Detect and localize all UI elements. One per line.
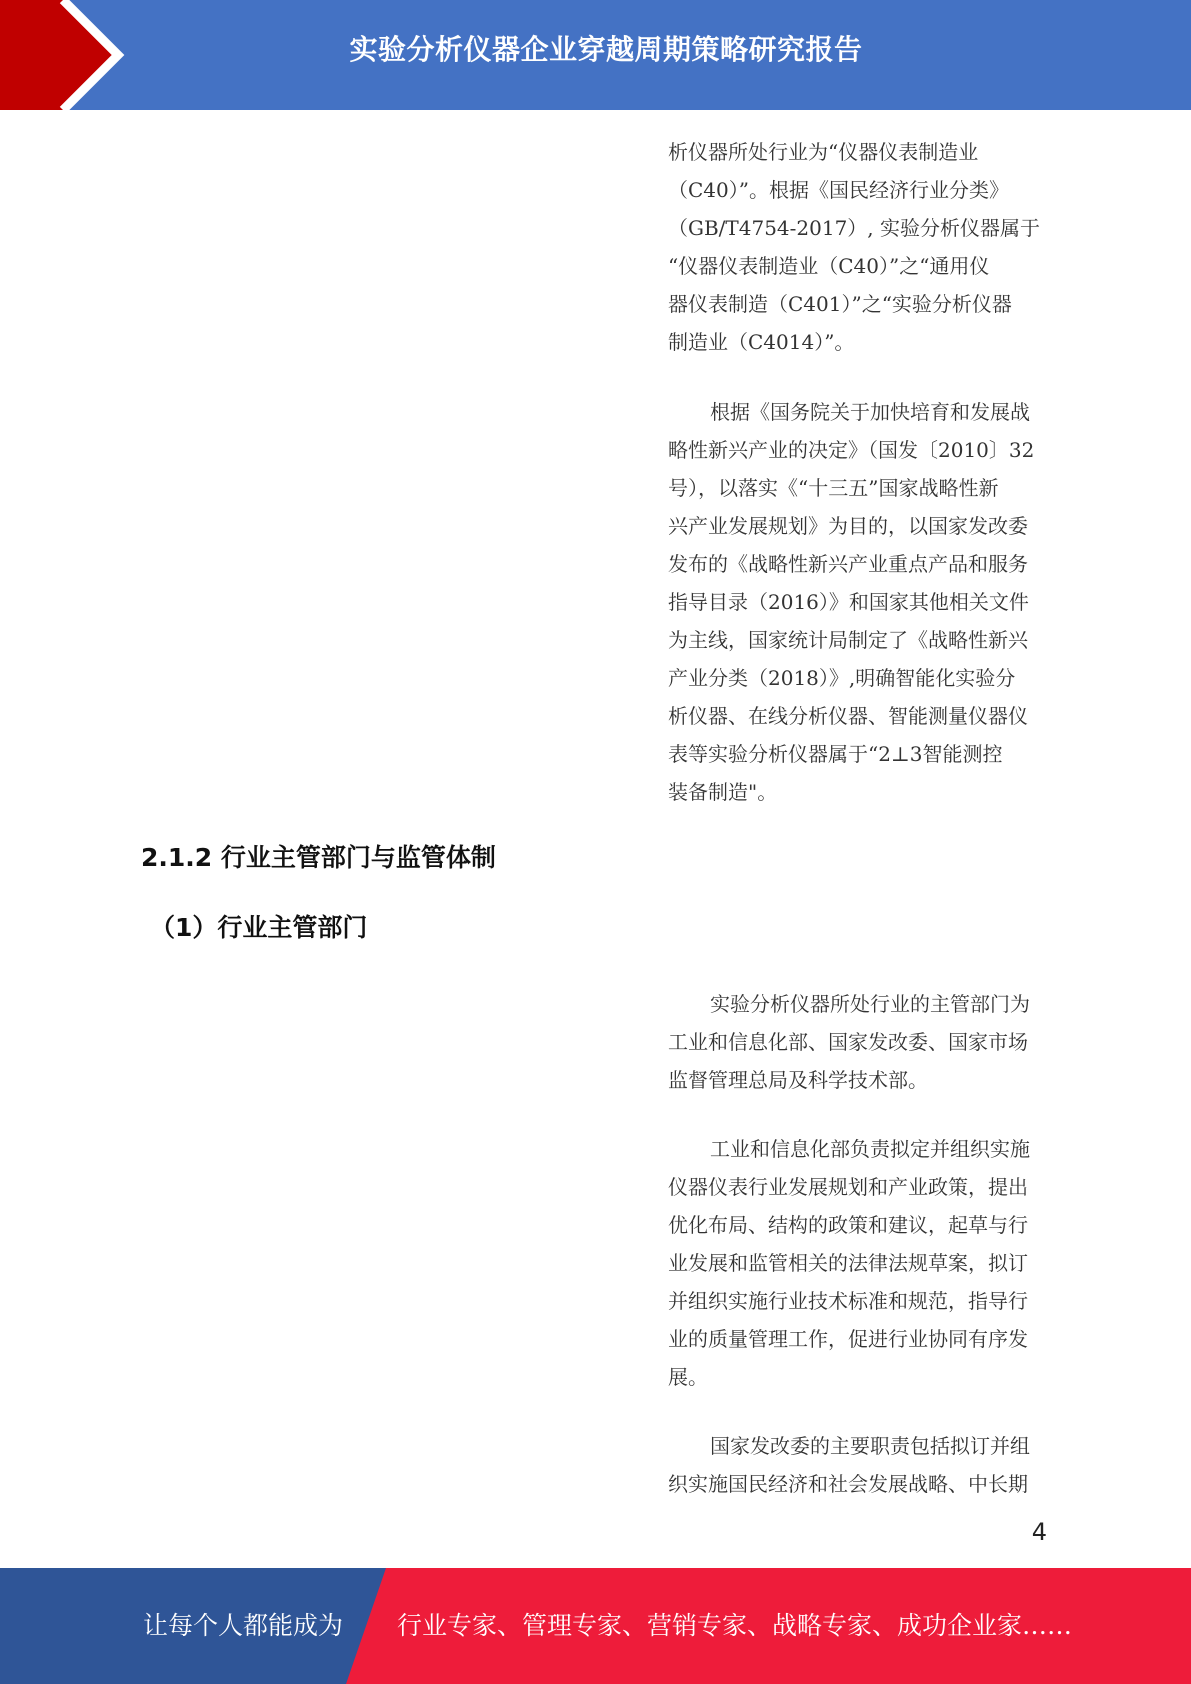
page-header <box>0 0 1191 110</box>
paragraph-authorities: 实验分析仪器所处行业的主管部门为 工业和信息化部、国家发改委、国家市场 监督管理总局及科学技术部。 <box>668 992 1030 1092</box>
page-number: 4 <box>1031 1518 1047 1546</box>
paragraph-industry-classification: 析仪器所处行业为“仪器仪表制造业 （C40）”。根据《国民经济行业分类》 （GB/T4754-2017）, 实验分析仪器属于 “仪器仪表制造业（C40）”之“通用仪 器仪表制造（C401）”之“实验分析仪器 制造业（C4014）”。 <box>668 140 1041 354</box>
footer-slogan-right: 行业专家、管理专家、营销专家、战略专家、成功企业家…… <box>397 1611 1073 1640</box>
paragraph-strategic-industry: 根据《国务院关于加快培育和发展战 略性新兴产业的决定》（国发〔2010〕32 号），以落实《“十三五”国家战略性新 兴产业发展规划》为目的，以国家发改委 发布的《战略性新兴产业重点产品和服务 指导目录（2016）》和国家其他相关文件 为主线，国家统计局制定了《战略性新兴 产业分类（2018）》,明确智能化实验分 析仪器、在线分析仪器、智能测量仪器仪 表等实验分析仪器属于“2⊥3智能测控 装备制造"。 <box>668 400 1035 804</box>
footer-slogan-left: 让每个人都能成为 <box>143 1611 344 1640</box>
subsection-heading: （1）行业主管部门 <box>150 913 368 942</box>
report-title: 实验分析仪器企业穿越周期策略研究报告 <box>349 33 863 66</box>
section-heading: 2.1.2 行业主管部门与监管体制 <box>141 843 496 872</box>
page-footer <box>0 1568 1191 1684</box>
paragraph-ndrc-duties: 国家发改委的主要职责包括拟订并组 织实施国民经济和社会发展战略、中长期 <box>668 1434 1030 1496</box>
paragraph-miit-duties: 工业和信息化部负责拟定并组织实施 仪器仪表行业发展规划和产业政策，提出 优化布局、结构的政策和建议，起草与行 业发展和监管相关的法律法规草案，拟订 并组织实施行业技术标准和规范，指导行 业的质量管理工作，促进行业协同有序发 展。 <box>668 1137 1030 1389</box>
